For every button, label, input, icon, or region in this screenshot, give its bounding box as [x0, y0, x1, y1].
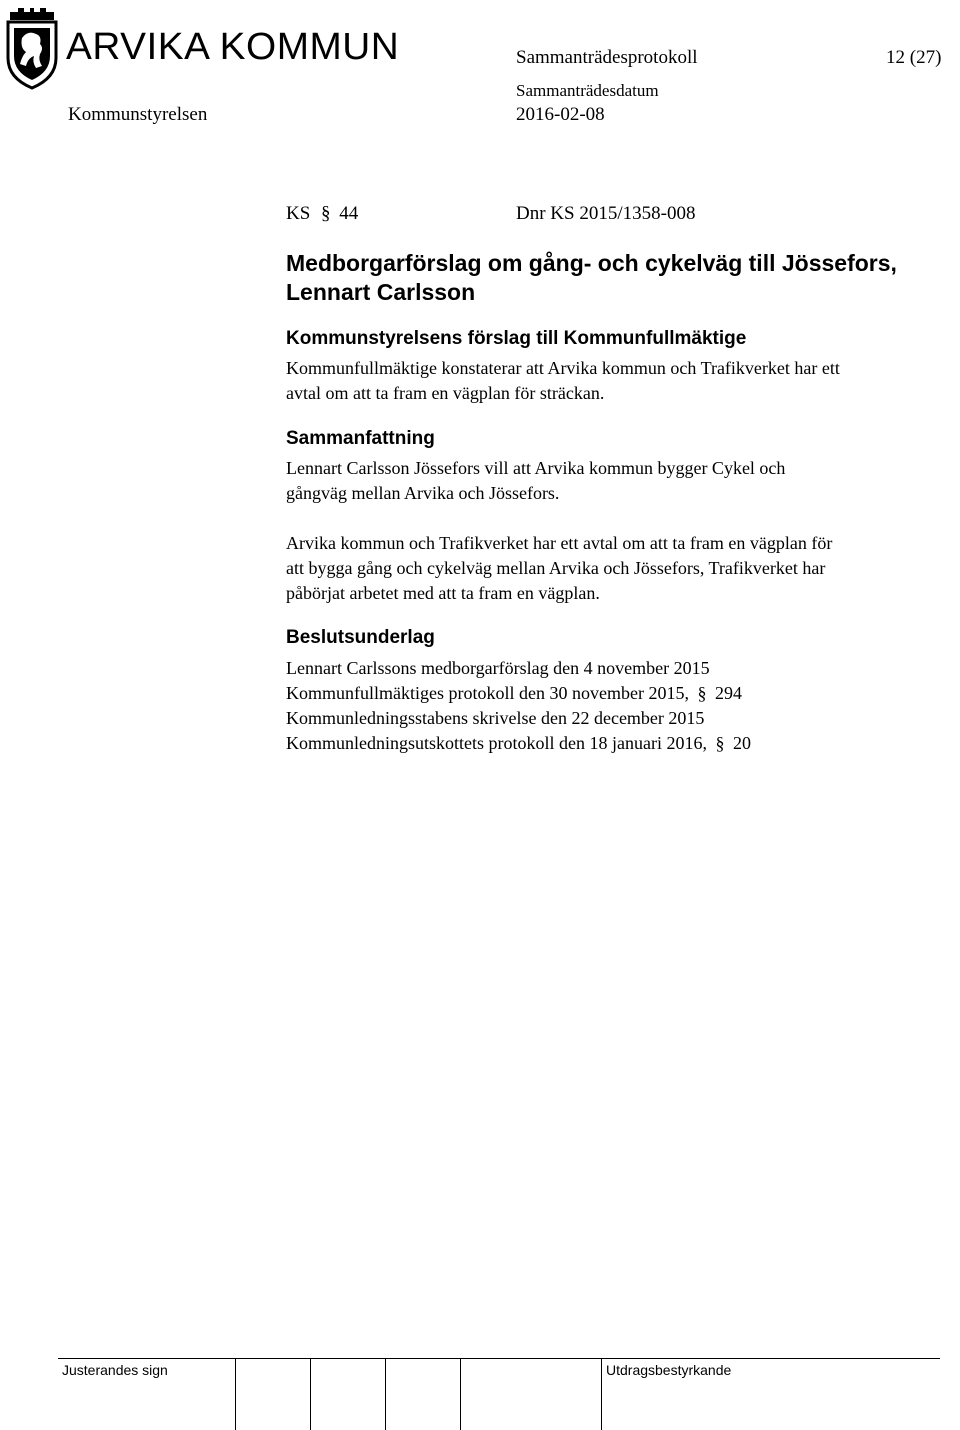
section-number: 294 [714, 683, 742, 703]
case-number-line [286, 203, 358, 225]
text-line: Lennart Carlsson Jössefors vill att Arvika kommun bygger Cykel och [286, 458, 786, 478]
summary-heading: Sammanfattning [286, 428, 435, 449]
municipal-crest [4, 8, 60, 90]
utdragsbestyrkande-label: Utdragsbestyrkande [606, 1362, 732, 1378]
basis-item-text: Kommunledningsutskottets protokoll den 18 januari 2016, [286, 733, 707, 753]
footer-divider [58, 1358, 940, 1359]
text-line: påbörjat arbetet med att ta fram en vägplan. [286, 583, 600, 603]
footer-divider [385, 1358, 386, 1430]
basis-list [286, 656, 936, 756]
basis-item: Lennart Carlssons medborgarförslag den 4 november 2015 [286, 658, 710, 678]
basis-heading: Beslutsunderlag [286, 627, 435, 648]
proposal-heading: Kommunstyrelsens förslag till Kommunfullmäktige [286, 328, 747, 349]
justerandes-sign-label: Justerandes sign [62, 1362, 168, 1378]
basis-item-text: Kommunfullmäktiges protokoll den 30 november 2015, [286, 683, 689, 703]
summary-paragraph-1 [286, 456, 936, 506]
case-title-line: Lennart Carlsson [286, 279, 476, 305]
case-title-line: Medborgarförslag om gång- och cykelväg till Jössefors, [286, 250, 897, 276]
proposal-text [286, 356, 936, 406]
text-line: gångväg mellan Arvika och Jössefors. [286, 483, 560, 503]
section-symbol: § [697, 683, 707, 703]
footer-divider [601, 1358, 602, 1430]
section-number: 20 [732, 733, 751, 753]
footer-divider [460, 1358, 461, 1430]
section-number: 44 [339, 203, 359, 224]
footer-divider [310, 1358, 311, 1430]
logo-text: ARVIKA KOMMUN [66, 26, 400, 68]
document-type: Sammanträdesprotokoll [516, 47, 698, 68]
case-title [286, 249, 936, 307]
section-symbol: § [715, 733, 725, 753]
basis-item [286, 731, 936, 756]
meeting-date-label: Sammanträdesdatum [516, 81, 659, 100]
case-prefix: KS [286, 203, 311, 224]
governing-body: Kommunstyrelsen [68, 104, 208, 125]
basis-item: Kommunledningsstabens skrivelse den 22 december 2015 [286, 708, 705, 728]
meeting-date: 2016-02-08 [516, 104, 605, 125]
section-symbol: § [321, 203, 331, 224]
diary-number: Dnr KS 2015/1358-008 [516, 203, 696, 224]
basis-item [286, 681, 936, 706]
text-line: Arvika kommun och Trafikverket har ett avtal om att ta fram en vägplan för [286, 533, 833, 553]
text-line: att bygga gång och cykelväg mellan Arvika och Jössefors, Trafikverket har [286, 558, 826, 578]
summary-paragraph-2 [286, 531, 936, 606]
text-line: avtal om att ta fram en vägplan för sträckan. [286, 383, 605, 403]
text-line: Kommunfullmäktige konstaterar att Arvika kommun och Trafikverket har ett [286, 358, 840, 378]
page-number: 12 (27) [886, 47, 942, 68]
footer-divider [235, 1358, 236, 1430]
